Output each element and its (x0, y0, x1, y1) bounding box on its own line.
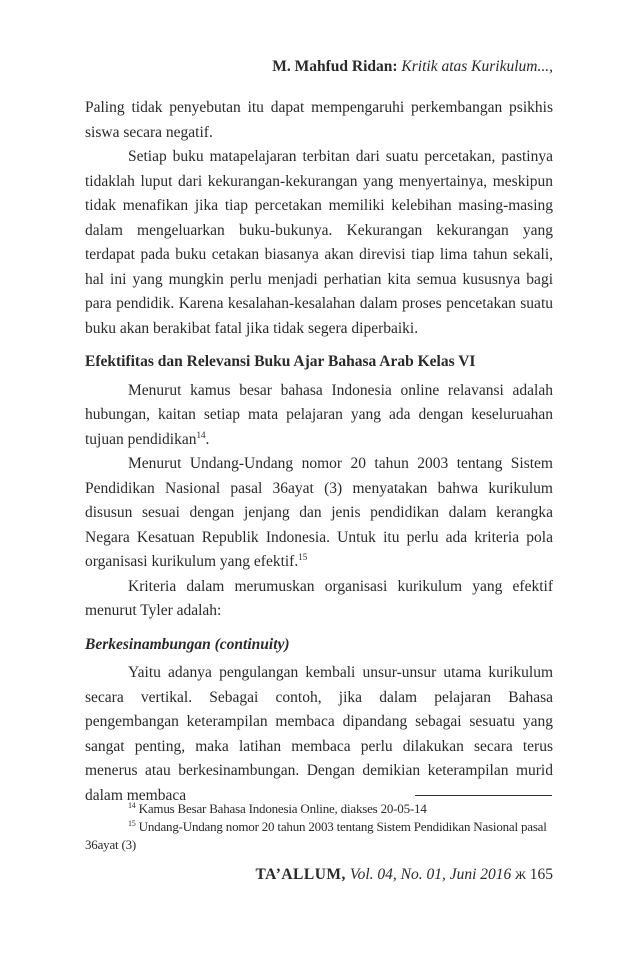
paragraph-5: Kriteria dalam merumuskan organisasi kurikulum yang efektif menurut Tyler adalah: (85, 577, 553, 619)
footnote-15 (85, 818, 553, 854)
footnote-number: 14 (128, 801, 136, 810)
footnote-ref-14[interactable]: 14 (196, 429, 206, 440)
footnotes (85, 800, 553, 854)
footnote-14 (85, 800, 553, 818)
header-title: Kritik atas Kurikulum..., (401, 58, 553, 75)
footnote-divider (415, 795, 552, 796)
paragraph-3 (85, 379, 553, 453)
paragraph-3-end: . (205, 430, 210, 448)
paragraph-6: Yaitu adanya pengulangan kembali unsur-unsur utama kurikulum secara vertikal. Sebagai contoh, jika dalam pelajaran Bahasa pengembangan keterampilan membaca dipandang sebagai sesuatu yang sangat penting, maka latihan membaca perlu dilakukan secara terus menerus atau berkesinambungan. Dengan demikian keterampilan murid dalam membaca (85, 664, 553, 804)
paragraph-1: Paling tidak penyebutan itu dapat mempengaruhi perkembangan psikhis siswa secara negatif. (85, 99, 553, 141)
footer-separator: ж (515, 866, 526, 883)
body-text (85, 94, 553, 808)
section-heading-efektifitas: Efektifitas dan Relevansi Buku Ajar Bahasa Arab Kelas VI (85, 353, 476, 370)
paragraph-4 (85, 452, 553, 575)
page-number: 165 (529, 866, 553, 883)
paragraph-2: Setiap buku matapelajaran terbitan dari suatu percetakan, pastinya tidaklah luput dari kekurangan-kekurangan yang menyertainya, meskipun tidak menafikan jika tiap percetakan memiliki kelebihan masing-masing dalam mengeluarkan buku-bukunya. Kekurangan kekurangan yang terdapat pada buku cetakan biasanya akan direvisi tiap lima tahun sekali, hal ini yang mungkin perlu menjadi perhatian kita semua kususnya bagi para pendidik. Karena kesalahan-kesalahan dalam proses pencetakan suatu buku akan berakibat fatal jika tidak segera diperbaiki. (85, 148, 553, 337)
footnote-ref-15[interactable]: 15 (298, 552, 308, 562)
footnote-text: Undang-Undang nomor 20 tahun 2003 tentang Sistem Pendidikan Nasional pasal 36ayat (3) (85, 819, 547, 852)
footer-volume: Vol. 04, No. 01, Juni 2016 (349, 866, 512, 883)
footnote-number: 15 (128, 819, 136, 828)
paragraph-3-text: Menurut kamus besar bahasa Indonesia online relavansi adalah hubungan, kaitan setiap mata pelajaran yang ada dengan keseluruahan tujuan pendidikan (85, 381, 553, 448)
footer-journal: TA’ALLUM, (255, 866, 346, 883)
running-header (272, 58, 553, 76)
footnote-text: Kamus Besar Bahasa Indonesia Online, diakses 20-05-14 (138, 801, 427, 816)
paragraph-4-text: Menurut Undang-Undang nomor 20 tahun 2003 tentang Sistem Pendidikan Nasional pasal 36ayat (3) menyatakan bahwa kurikulum disusun sesuai dengan jenjang dan jenis pendidikan dalam kerangka Negara Kesatuan Republik Indonesia. Untuk itu perlu ada kriteria pola organisasi kurikulum yang efektif. (85, 455, 553, 570)
header-author: M. Mahfud Ridan: (272, 58, 398, 75)
section-heading-berkesinambungan: Berkesinambungan (continuity) (85, 635, 290, 653)
running-footer (255, 866, 553, 884)
